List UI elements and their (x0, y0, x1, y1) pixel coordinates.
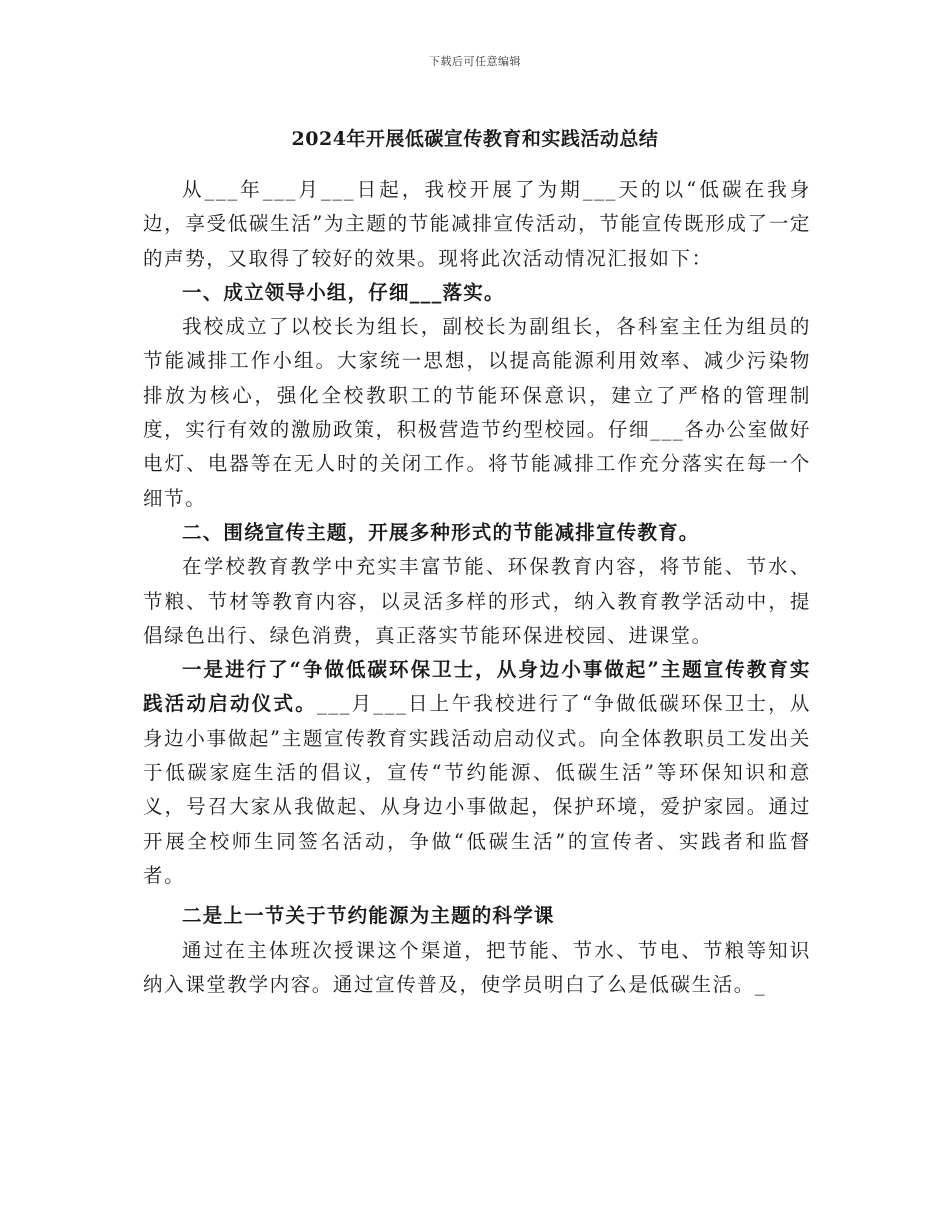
paragraph-3-body: ___月___日上午我校进行了“争做低碳环保卫士，从身边小事做起”主题宣传教育实践活动启动仪式。向全体教职员工发出关于低碳家庭生活的倡议，宣传“节约能源、低碳生活”等环保知识和意义，号召大家从我做起、从身边小事做起，保护环境，爱护家园。通过开展全校师生同签名活动，争做“低碳生活”的宣传者、实践者和监督者。 (143, 692, 811, 887)
paragraph-3 (143, 653, 811, 893)
header-note: 下载后可任意编辑 (429, 55, 521, 68)
section-heading-3: 二是上一节关于节约能源为主题的科学课 (182, 904, 555, 928)
paragraph-1: 我校成立了以校长为组长，副校长为副组长，各科室主任为组员的节能减排工作小组。大家统一思想，以提高能源利用效率、减少污染物排放为核心，强化全校教职工的节能环保意识，建立了严格的管理制度，实行有效的激励政策，积极营造节约型校园。仔细___各办公室做好电灯、电器等在无人时的关闭工作。将节能减排工作充分落实在每一个细节。 (143, 315, 811, 510)
paragraph-2: 在学校教育教学中充实丰富节能、环保教育内容，将节能、节水、节粮、节材等教育内容，以灵活多样的形式，纳入教育教学活动中，提倡绿色出行、绿色消费，真正落实节能环保进校园、进课堂。 (143, 555, 811, 647)
section-heading-1: 一、成立领导小组，仔细___落实。 (182, 280, 505, 304)
intro-paragraph: 从___年___月___日起，我校开展了为期___天的以“低碳在我身边，享受低碳生活”为主题的节能减排宣传活动，节能宣传既形成了一定的声势，又取得了较好的效果。现将此次活动情况汇报如下： (143, 178, 811, 270)
document-body (143, 173, 811, 1002)
paragraph-4: 通过在主体班次授课这个渠道，把节能、节水、节电、节粮等知识纳入课堂教学内容。通过宣传普及，使学员明白了么是低碳生活。_ (143, 938, 811, 996)
paragraph-3-lead: 一是进行了“争做低碳环保卫士，从身边小事做起”主题宣传教育实践活动启动仪式。 (143, 658, 811, 716)
document-title: 2024年开展低碳宣传教育和实践活动总结 (291, 128, 659, 150)
section-heading-2: 二、围绕宣传主题，开展多种形式的节能减排宣传教育。 (182, 520, 700, 544)
